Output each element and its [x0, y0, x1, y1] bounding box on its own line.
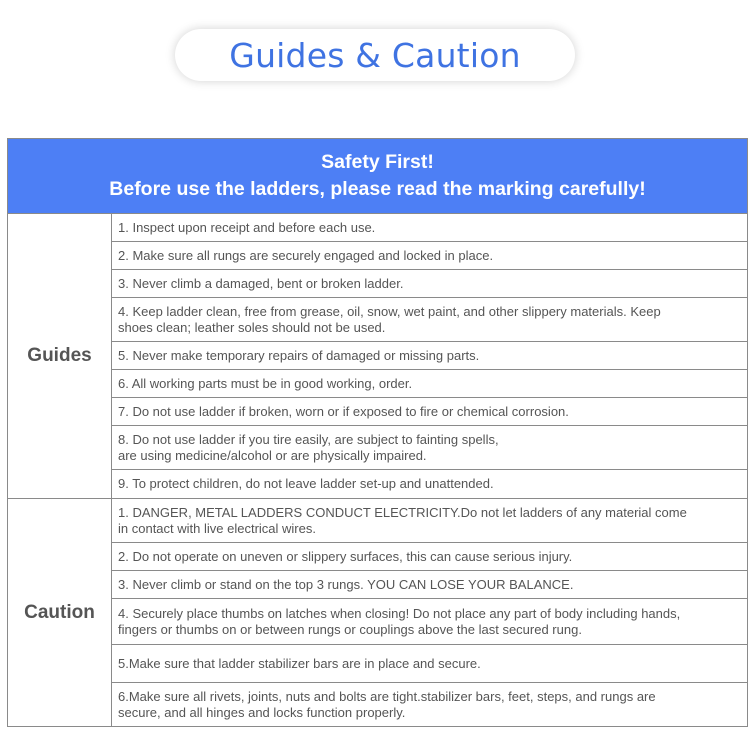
list-item: 4. Keep ladder clean, free from grease, oil, snow, wet paint, and other slippery materials. Keep shoes clean; leather soles should not be used.	[112, 298, 747, 342]
list-item: 3. Never climb or stand on the top 3 rungs. YOU CAN LOSE YOUR BALANCE.	[112, 571, 747, 599]
list-item: 6. All working parts must be in good working, order.	[112, 370, 747, 398]
list-item: 2. Do not operate on uneven or slippery surfaces, this can cause serious injury.	[112, 543, 747, 571]
caution-list	[112, 499, 747, 726]
list-item: 4. Securely place thumbs on latches when closing! Do not place any part of body including hands, fingers or thumbs on or between rungs or couplings above the last secured rung.	[112, 599, 747, 645]
list-item: 9. To protect children, do not leave ladder set-up and unattended.	[118, 476, 494, 491]
list-item: 5. Never make temporary repairs of damaged or missing parts.	[112, 342, 747, 370]
caution-label: Caution	[8, 499, 112, 726]
list-item: 7. Do not use ladder if broken, worn or if exposed to fire or chemical corrosion.	[112, 398, 747, 426]
list-item: 8. Do not use ladder if you tire easily, are subject to fainting spells, are using medicine/alcohol or are physically impaired.	[112, 426, 747, 470]
safety-table	[7, 138, 748, 727]
list-item: 3. Never climb a damaged, bent or broken ladder.	[112, 270, 747, 298]
title-banner	[175, 29, 575, 81]
list-item: 5.Make sure that ladder stabilizer bars are in place and secure.	[112, 645, 747, 683]
header-line-1: Safety First!	[321, 151, 434, 173]
header-line-2: Before use the ladders, please read the marking carefully!	[109, 178, 646, 200]
guides-list	[112, 214, 747, 498]
caution-section	[8, 499, 747, 726]
table-header	[8, 139, 747, 214]
guides-label: Guides	[8, 214, 112, 498]
page-title: Guides & Caution	[229, 35, 521, 75]
list-item: 1. DANGER, METAL LADDERS CONDUCT ELECTRICITY.Do not let ladders of any material come in contact with live electrical wires.	[112, 499, 747, 543]
list-item: 6.Make sure all rivets, joints, nuts and bolts are tight.stabilizer bars, feet, steps, and rungs are secure, and all hinges and locks function properly.	[118, 688, 656, 720]
list-item: 1. Inspect upon receipt and before each use.	[112, 214, 747, 242]
guides-section	[8, 214, 747, 499]
list-item: 2. Make sure all rungs are securely engaged and locked in place.	[112, 242, 747, 270]
